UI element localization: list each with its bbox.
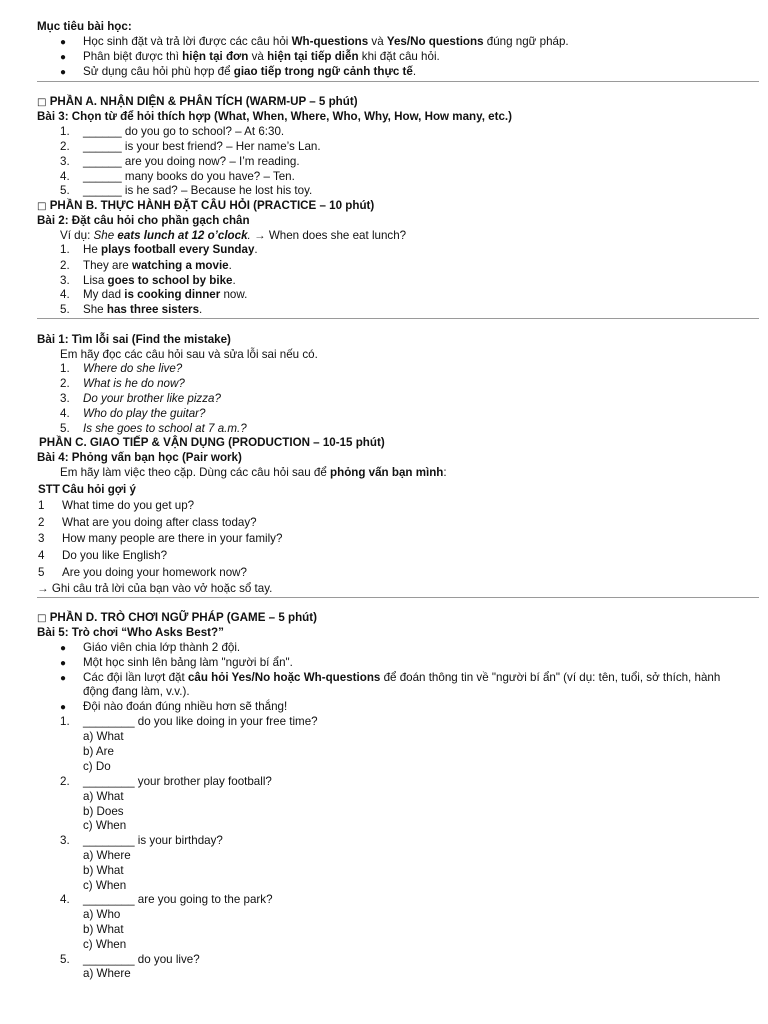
answer-option: c) Do (83, 760, 111, 773)
exercise-2-item: He plays football every Sunday. (83, 243, 258, 256)
exercise-3-item: ______ do you go to school? – At 6:30. (83, 125, 285, 138)
table-cell-question: How many people are there in your family? (62, 532, 283, 545)
game-rule: Giáo viên chia lớp thành 2 đội. (83, 641, 241, 654)
item-number: 4. (60, 288, 70, 301)
answer-option: a) Who (83, 908, 121, 921)
objective-item: Phân biệt được thì hiện tại đơn và hiện tại tiếp diễn khi đặt câu hỏi. (83, 50, 440, 63)
question-stem: ________ are you going to the park? (83, 893, 273, 906)
bullet-icon: ● (60, 643, 67, 654)
game-rule: Đội nào đoán đúng nhiều hơn sẽ thắng! (83, 700, 288, 713)
exercise-1-item: What is he do now? (83, 377, 185, 390)
exercise-2-item: Lisa goes to school by bike. (83, 274, 236, 287)
exercise-2-item: They are watching a movie. (83, 259, 232, 272)
checkbox-icon: □ (37, 97, 47, 108)
exercise-5-title: Bài 5: Trò chơi “Who Asks Best?” (37, 626, 224, 639)
divider (37, 81, 759, 82)
exercise-1-item: Is she goes to school at 7 a.m.? (83, 422, 247, 435)
divider (37, 597, 759, 598)
question-number: 2. (60, 775, 70, 788)
bullet-icon: ● (60, 37, 67, 48)
example-line: Ví dụ: She eats lunch at 12 o’clock. → When does she eat lunch? (60, 229, 407, 242)
item-number: 4. (60, 170, 70, 183)
table-header-question: Câu hỏi gợi ý (62, 483, 136, 496)
question-stem: ________ do you like doing in your free time? (83, 715, 318, 728)
table-cell-stt: 2 (38, 516, 45, 529)
table-cell-question: Do you like English? (62, 549, 168, 562)
answer-option: b) Are (83, 745, 114, 758)
question-number: 5. (60, 953, 70, 966)
table-cell-stt: 1 (38, 499, 45, 512)
answer-option: c) When (83, 879, 127, 892)
exercise-3-item: ______ is your best friend? – Her name’s Lan. (83, 140, 321, 153)
table-cell-stt: 3 (38, 532, 45, 545)
question-stem: ________ is your birthday? (83, 834, 223, 847)
answer-option: a) Where (83, 849, 131, 862)
exercise-3-item: ______ is he sad? – Because he lost his toy. (83, 184, 313, 197)
exercise-1-item: Where do she live? (83, 362, 183, 375)
exercise-1-instruction: Em hãy đọc các câu hỏi sau và sửa lỗi sai nếu có. (60, 348, 318, 361)
item-number: 5. (60, 184, 70, 197)
question-number: 3. (60, 834, 70, 847)
answer-option: b) What (83, 864, 124, 877)
answer-option: c) When (83, 938, 127, 951)
item-number: 3. (60, 155, 70, 168)
item-number: 1. (60, 243, 70, 256)
exercise-3-item: ______ are you doing now? – I’m reading. (83, 155, 300, 168)
game-rule-continuation: động đang làm, v.v.). (83, 685, 190, 698)
exercise-1-title: Bài 1: Tìm lỗi sai (Find the mistake) (37, 333, 231, 346)
exercise-2-title: Bài 2: Đặt câu hỏi cho phần gạch chân (37, 214, 250, 227)
objective-item: Học sinh đặt và trả lời được các câu hỏi Wh-questions và Yes/No questions đúng ngữ pháp. (83, 35, 569, 48)
answer-option: a) Where (83, 967, 131, 980)
exercise-2-item: My dad is cooking dinner now. (83, 288, 248, 301)
exercise-4-title: Bài 4: Phỏng vấn bạn học (Pair work) (37, 451, 242, 464)
item-number: 2. (60, 259, 70, 272)
bullet-icon: ● (60, 658, 67, 669)
item-number: 1. (60, 362, 70, 375)
answer-option: b) Does (83, 805, 124, 818)
answer-option: a) What (83, 730, 124, 743)
item-number: 1. (60, 125, 70, 138)
exercise-4-instruction: Em hãy làm việc theo cặp. Dùng các câu hỏi sau để phỏng vấn bạn mình: (60, 466, 447, 479)
checkbox-icon: □ (37, 613, 47, 624)
part-a-heading: □ PHẦN A. NHẬN DIỆN & PHÂN TÍCH (WARM-UP – 5 phút) (37, 95, 358, 108)
part-d-heading: □ PHẦN D. TRÒ CHƠI NGỮ PHÁP (GAME – 5 phút) (37, 611, 317, 624)
exercise-1-item: Who do play the guitar? (83, 407, 206, 420)
item-number: 5. (60, 303, 70, 316)
bullet-icon: ● (60, 67, 67, 78)
item-number: 4. (60, 407, 70, 420)
game-rule: Các đội lần lượt đặt câu hỏi Yes/No hoặc Wh-questions để đoán thông tin về "người bí ẩn" (ví dụ: tên, tuổi, sở thích, hành (83, 671, 721, 684)
divider (37, 318, 759, 319)
table-cell-stt: 4 (38, 549, 45, 562)
exercise-3-item: ______ many books do you have? – Ten. (83, 170, 295, 183)
exercise-2-item: She has three sisters. (83, 303, 203, 316)
table-cell-question: What time do you get up? (62, 499, 195, 512)
table-cell-question: What are you doing after class today? (62, 516, 257, 529)
item-number: 2. (60, 140, 70, 153)
table-cell-stt: 5 (38, 566, 45, 579)
answer-option: c) When (83, 819, 127, 832)
item-number: 5. (60, 422, 70, 435)
question-stem: ________ do you live? (83, 953, 200, 966)
objectives-heading: Mục tiêu bài học: (37, 20, 132, 33)
exercise-3-title: Bài 3: Chọn từ để hỏi thích hợp (What, When, Where, Who, Why, How, How many, etc.) (37, 110, 513, 123)
question-number: 1. (60, 715, 70, 728)
item-number: 3. (60, 392, 70, 405)
checkbox-icon: □ (37, 201, 47, 212)
item-number: 2. (60, 377, 70, 390)
table-cell-question: Are you doing your homework now? (62, 566, 247, 579)
objective-item: Sử dụng câu hỏi phù hợp để giao tiếp trong ngữ cảnh thực tế. (83, 65, 417, 78)
table-header-stt: STT (38, 483, 60, 496)
part-b-heading: □ PHẦN B. THỰC HÀNH ĐẶT CÂU HỎI (PRACTICE – 10 phút) (37, 199, 375, 212)
question-number: 4. (60, 893, 70, 906)
bullet-icon: ● (60, 673, 67, 684)
bullet-icon: ● (60, 702, 67, 713)
item-number: 3. (60, 274, 70, 287)
answer-option: a) What (83, 790, 124, 803)
part-c-heading: PHẦN C. GIAO TIẾP & VẬN DỤNG (PRODUCTION – 10-15 phút) (39, 436, 385, 449)
exercise-1-item: Do your brother like pizza? (83, 392, 221, 405)
exercise-4-note: → Ghi câu trả lời của bạn vào vở hoặc sổ tay. (37, 582, 273, 595)
question-stem: ________ your brother play football? (83, 775, 272, 788)
bullet-icon: ● (60, 52, 67, 63)
game-rule: Một học sinh lên bảng làm "người bí ẩn". (83, 656, 293, 669)
answer-option: b) What (83, 923, 124, 936)
